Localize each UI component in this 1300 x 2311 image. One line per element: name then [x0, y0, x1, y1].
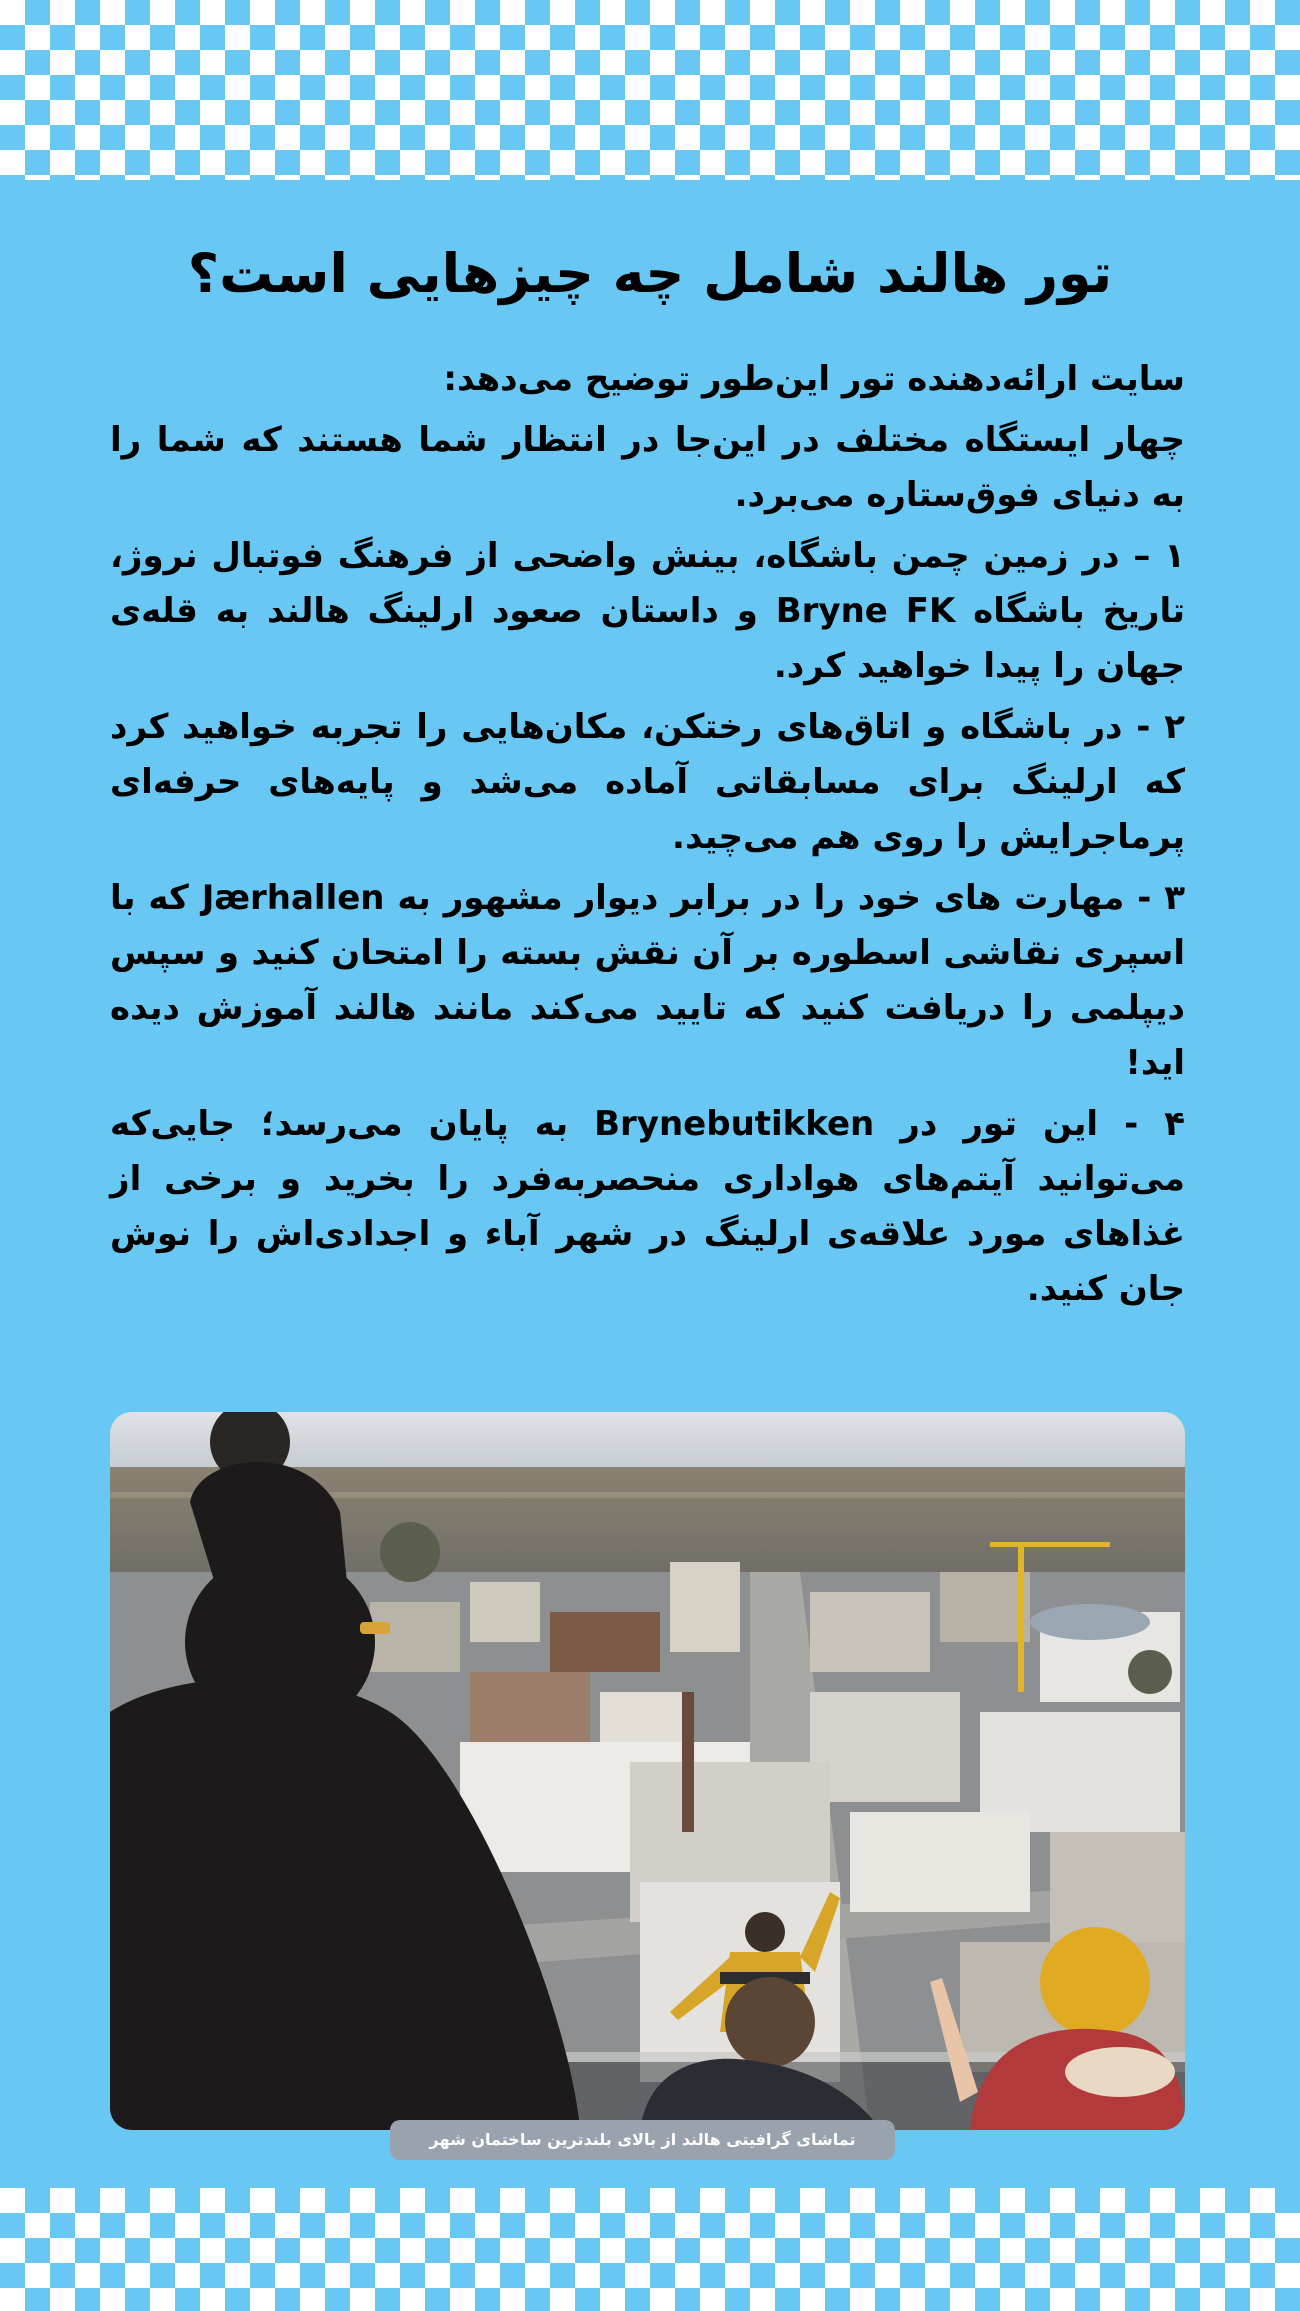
paragraph-overview: چهار ایستگاه مختلف در این‌جا در انتظار شما هستند که شما را به دنیای فوق‌ستاره می‌برد. [110, 420, 1185, 515]
paragraph-station-3: ۳ - مهارت های خود را در برابر دیوار مشهور به Jærhallen که با اسپری نقاشی اسطوره بر آن نقش بسته را امتحان کنید و سپس دیپلمی را دریافت کنید که تایید می‌کند مانند هالند آموزش دیده اید! [110, 878, 1185, 1083]
article-body [110, 352, 1185, 1323]
paragraph-station-2: ۲ - در باشگاه و اتاق‌های رختکن، مکان‌هایی را تجربه خواهید کرد که ارلینگ برای مسابقاتی آماده می‌شد و پایه‌های حرفه‌ای پرماجرایش را روی هم می‌چید. [110, 707, 1185, 857]
photo-caption: تماشای گرافیتی هالند از بالای بلندترین ساختمان شهر [390, 2120, 895, 2160]
paragraph-station-4: ۴ - این تور در Brynebutikken به پایان می‌رسد؛ جایی‌که می‌توانید آیتم‌های هواداری منحصربه‌فرد را بخرید و برخی از غذاهای مورد علاقه‌ی ارلینگ در شهر آباء و اجدادی‌اش را نوش جان کنید. [110, 1104, 1185, 1309]
checker-pattern-bottom [0, 2188, 1300, 2311]
page-title: تور هالند شامل چه چیزهایی است؟ [187, 242, 1113, 306]
checker-pattern-top [0, 0, 1300, 180]
photo-illustration [110, 1412, 1185, 2130]
article-intro: سایت ارائه‌دهنده تور این‌طور توضیح می‌دهد: [443, 359, 1185, 399]
city-aerial-photo [110, 1412, 1185, 2130]
paragraph-station-1: ۱ – در زمین چمن باشگاه، بینش واضحی از فرهنگ فوتبال نروژ، تاریخ باشگاه Bryne FK و داستان صعود ارلینگ هالند به قله‌ی جهان را پیدا خواهید کرد. [110, 536, 1185, 686]
